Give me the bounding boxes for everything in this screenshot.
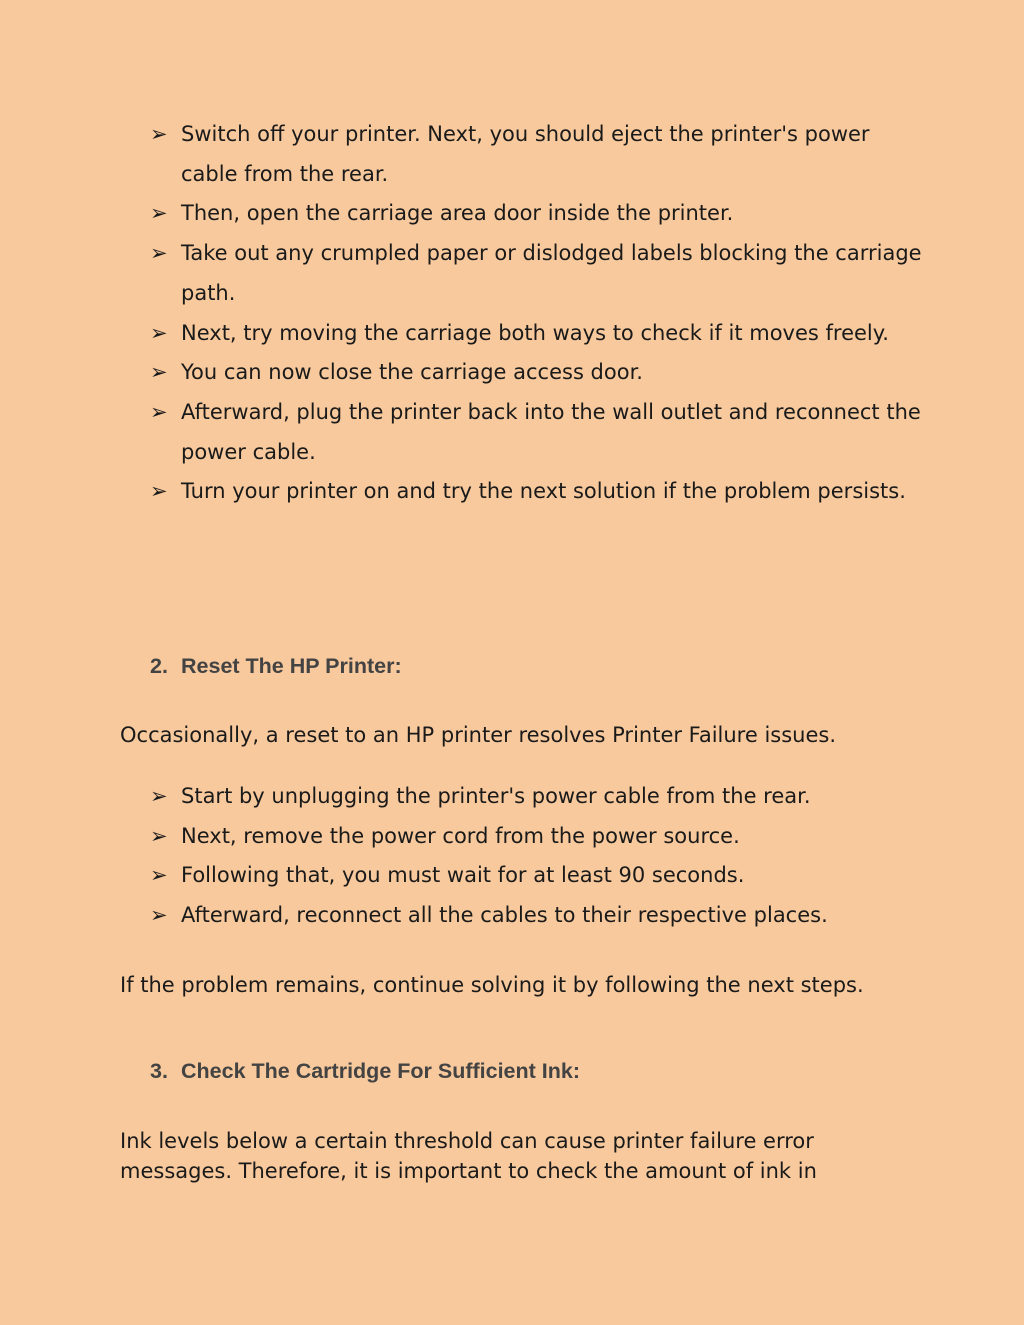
section-3-heading [150,1059,580,1084]
arrow-bullet-icon: ➢ [150,320,168,345]
arrow-bullet-icon: ➢ [150,360,168,385]
list-item [150,777,930,817]
list-item-text: Take out any crumpled paper or dislodged labels blocking the carriage path. [181,241,922,305]
arrow-bullet-icon: ➢ [150,903,168,928]
reset-steps-list [150,777,930,936]
list-item-text: Switch off your printer. Next, you should eject the printer's power cable from the rear. [181,122,870,186]
list-item-text: Next, remove the power cord from the power source. [181,823,740,848]
list-item [150,856,930,896]
list-item-text: Afterward, reconnect all the cables to their respective places. [181,903,828,928]
printer-steps-list [150,115,930,512]
section-number: 2. [150,654,168,678]
arrow-bullet-icon: ➢ [150,201,168,226]
list-item [150,817,930,857]
list-item [150,115,930,194]
list-item-text: Start by unplugging the printer's power cable from the rear. [181,784,811,808]
section-3-intro: Ink levels below a certain threshold can cause printer failure error messages. Therefore, it is important to check the amount of ink in [120,1129,817,1183]
arrow-bullet-icon: ➢ [150,863,168,888]
section-title: Check The Cartridge For Sufficient Ink: [181,1059,580,1083]
list-item-text: Following that, you must wait for at least 90 seconds. [181,863,745,888]
list-item-text: You can now close the carriage access door. [181,360,643,385]
section-2-heading [150,654,402,679]
section-2-intro: Occasionally, a reset to an HP printer resolves Printer Failure issues. [120,723,836,747]
section-2-outro: If the problem remains, continue solving it by following the next steps. [120,973,864,997]
list-item-text: Turn your printer on and try the next solution if the problem persists. [181,479,906,504]
list-item [150,194,930,234]
arrow-bullet-icon: ➢ [150,399,168,424]
arrow-bullet-icon: ➢ [150,241,168,266]
list-item [150,353,930,393]
list-item-text: Next, try moving the carriage both ways to check if it moves freely. [181,320,889,345]
list-item [150,314,930,354]
list-item [150,234,930,313]
arrow-bullet-icon: ➢ [150,784,168,808]
list-item-text: Afterward, plug the printer back into the wall outlet and reconnect the power cable. [181,399,921,464]
section-number: 3. [150,1059,168,1083]
list-item-text: Then, open the carriage area door inside the printer. [181,201,734,226]
list-item [150,896,930,936]
list-item [150,472,930,512]
section-title: Reset The HP Printer: [181,654,402,678]
list-item [150,393,930,472]
arrow-bullet-icon: ➢ [150,823,168,848]
arrow-bullet-icon: ➢ [150,479,168,504]
arrow-bullet-icon: ➢ [150,122,168,146]
